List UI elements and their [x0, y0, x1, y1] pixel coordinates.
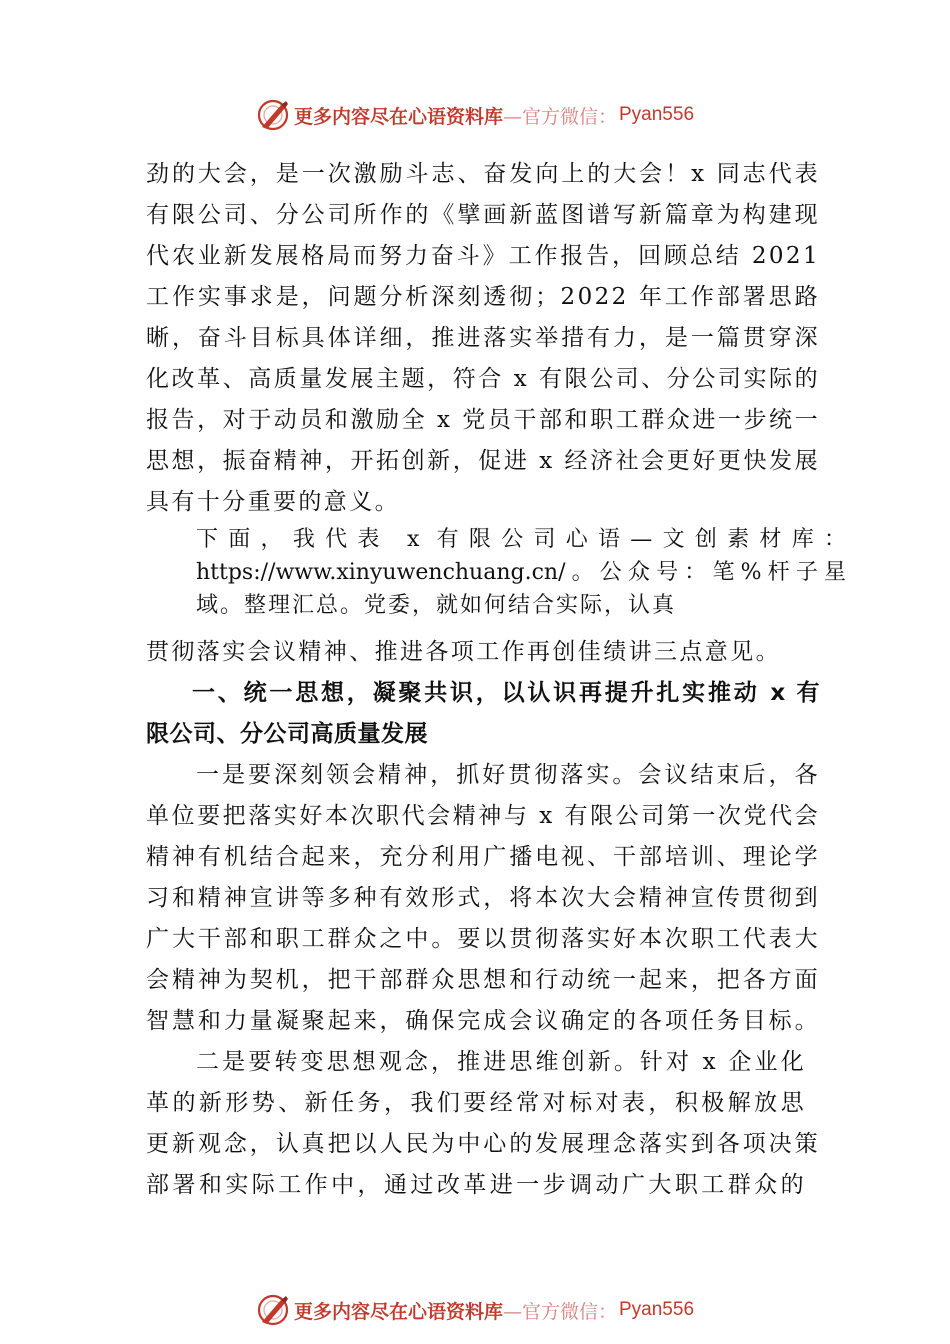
heading-line: 限公司、分公司高质量发展 [146, 721, 428, 747]
paragraph-2 [146, 632, 820, 673]
paragraph-3 [146, 755, 820, 1042]
watermark-main-text: 更多内容尽在心语资料库 [293, 1300, 503, 1323]
paragraph-1 [146, 154, 820, 523]
text-line: 报告，对于动员和激励全 x 党员干部和职工群众进一步统一 [146, 407, 820, 433]
header-watermark [0, 95, 950, 135]
pen-logo-icon [256, 1293, 290, 1327]
quote-line: 下面，我代表 x 有限公司心语—文创素材库： [196, 527, 846, 552]
section-heading-1 [146, 673, 820, 755]
footer-watermark [0, 1290, 950, 1330]
pen-logo-icon [256, 98, 290, 132]
text-line: 工作实事求是，问题分析深刻透彻；2022 年工作部署思路 [146, 284, 820, 310]
text-line: 贯彻落实会议精神、推进各项工作再创佳绩讲三点意见。 [146, 639, 781, 665]
text-line: 部署和实际工作中，通过改革进一步调动广大职工群众的 [146, 1172, 806, 1198]
watermark-sub-text: —官方微信： [502, 105, 617, 128]
text-line: 精神有机结合起来，充分利用广播电视、干部培训、理论学 [146, 844, 820, 870]
watermark-sub-text: —官方微信： [502, 1300, 617, 1323]
text-line: 代农业新发展格局而努力奋斗》工作报告，回顾总结 2021 [146, 243, 820, 269]
text-line: 单位要把落实好本次职代会精神与 x 有限公司第一次党代会 [146, 803, 820, 829]
text-line: 劲的大会，是一次激励斗志、奋发向上的大会！x 同志代表 [146, 161, 820, 187]
text-line: 思想，振奋精神，开拓创新，促进 x 经济社会更好更快发展 [146, 448, 820, 474]
text-line: 习和精神宣讲等多种有效形式，将本次大会精神宣传贯彻到 [146, 885, 820, 911]
text-line: 会精神为契机，把干部群众思想和行动统一起来，把各方面 [146, 967, 820, 993]
quote-line: https://www.xinyuwenchuang.cn/。公众号：笔%杆子星 [196, 560, 846, 585]
text-line: 晰，奋斗目标具体详细，推进落实举措有力，是一篇贯穿深 [146, 325, 820, 351]
quote-block [196, 523, 846, 622]
text-line: 更新观念，认真把以人民为中心的发展理念落实到各项决策 [146, 1131, 820, 1157]
document-body [146, 154, 846, 1206]
text-line: 革的新形势、新任务，我们要经常对标对表，积极解放思 [146, 1090, 806, 1116]
text-line: 广大干部和职工群众之中。要以贯彻落实好本次职工代表大 [146, 926, 820, 952]
heading-line: 一、统一思想，凝聚共识，以认识再提升扎实推动 x 有 [192, 680, 820, 706]
text-line: 一是要深刻领会精神，抓好贯彻落实。会议结束后，各 [196, 762, 820, 788]
text-line: 有限公司、分公司所作的《擘画新蓝图谱写新篇章为构建现 [146, 202, 820, 228]
paragraph-4 [146, 1042, 820, 1206]
watermark-wechat-id: Pyan556 [619, 1299, 695, 1320]
text-line: 二是要转变思想观念，推进思维创新。针对 x 企业化 [196, 1049, 806, 1075]
text-line: 智慧和力量凝聚起来，确保完成会议确定的各项任务目标。 [146, 1008, 820, 1034]
text-line: 化改革、高质量发展主题，符合 x 有限公司、分公司实际的 [146, 366, 820, 392]
text-line: 具有十分重要的意义。 [146, 489, 400, 515]
watermark-wechat-id: Pyan556 [619, 104, 695, 125]
watermark-main-text: 更多内容尽在心语资料库 [293, 105, 503, 128]
quote-line: 域。整理汇总。党委，就如何结合实际，认真 [196, 593, 677, 618]
